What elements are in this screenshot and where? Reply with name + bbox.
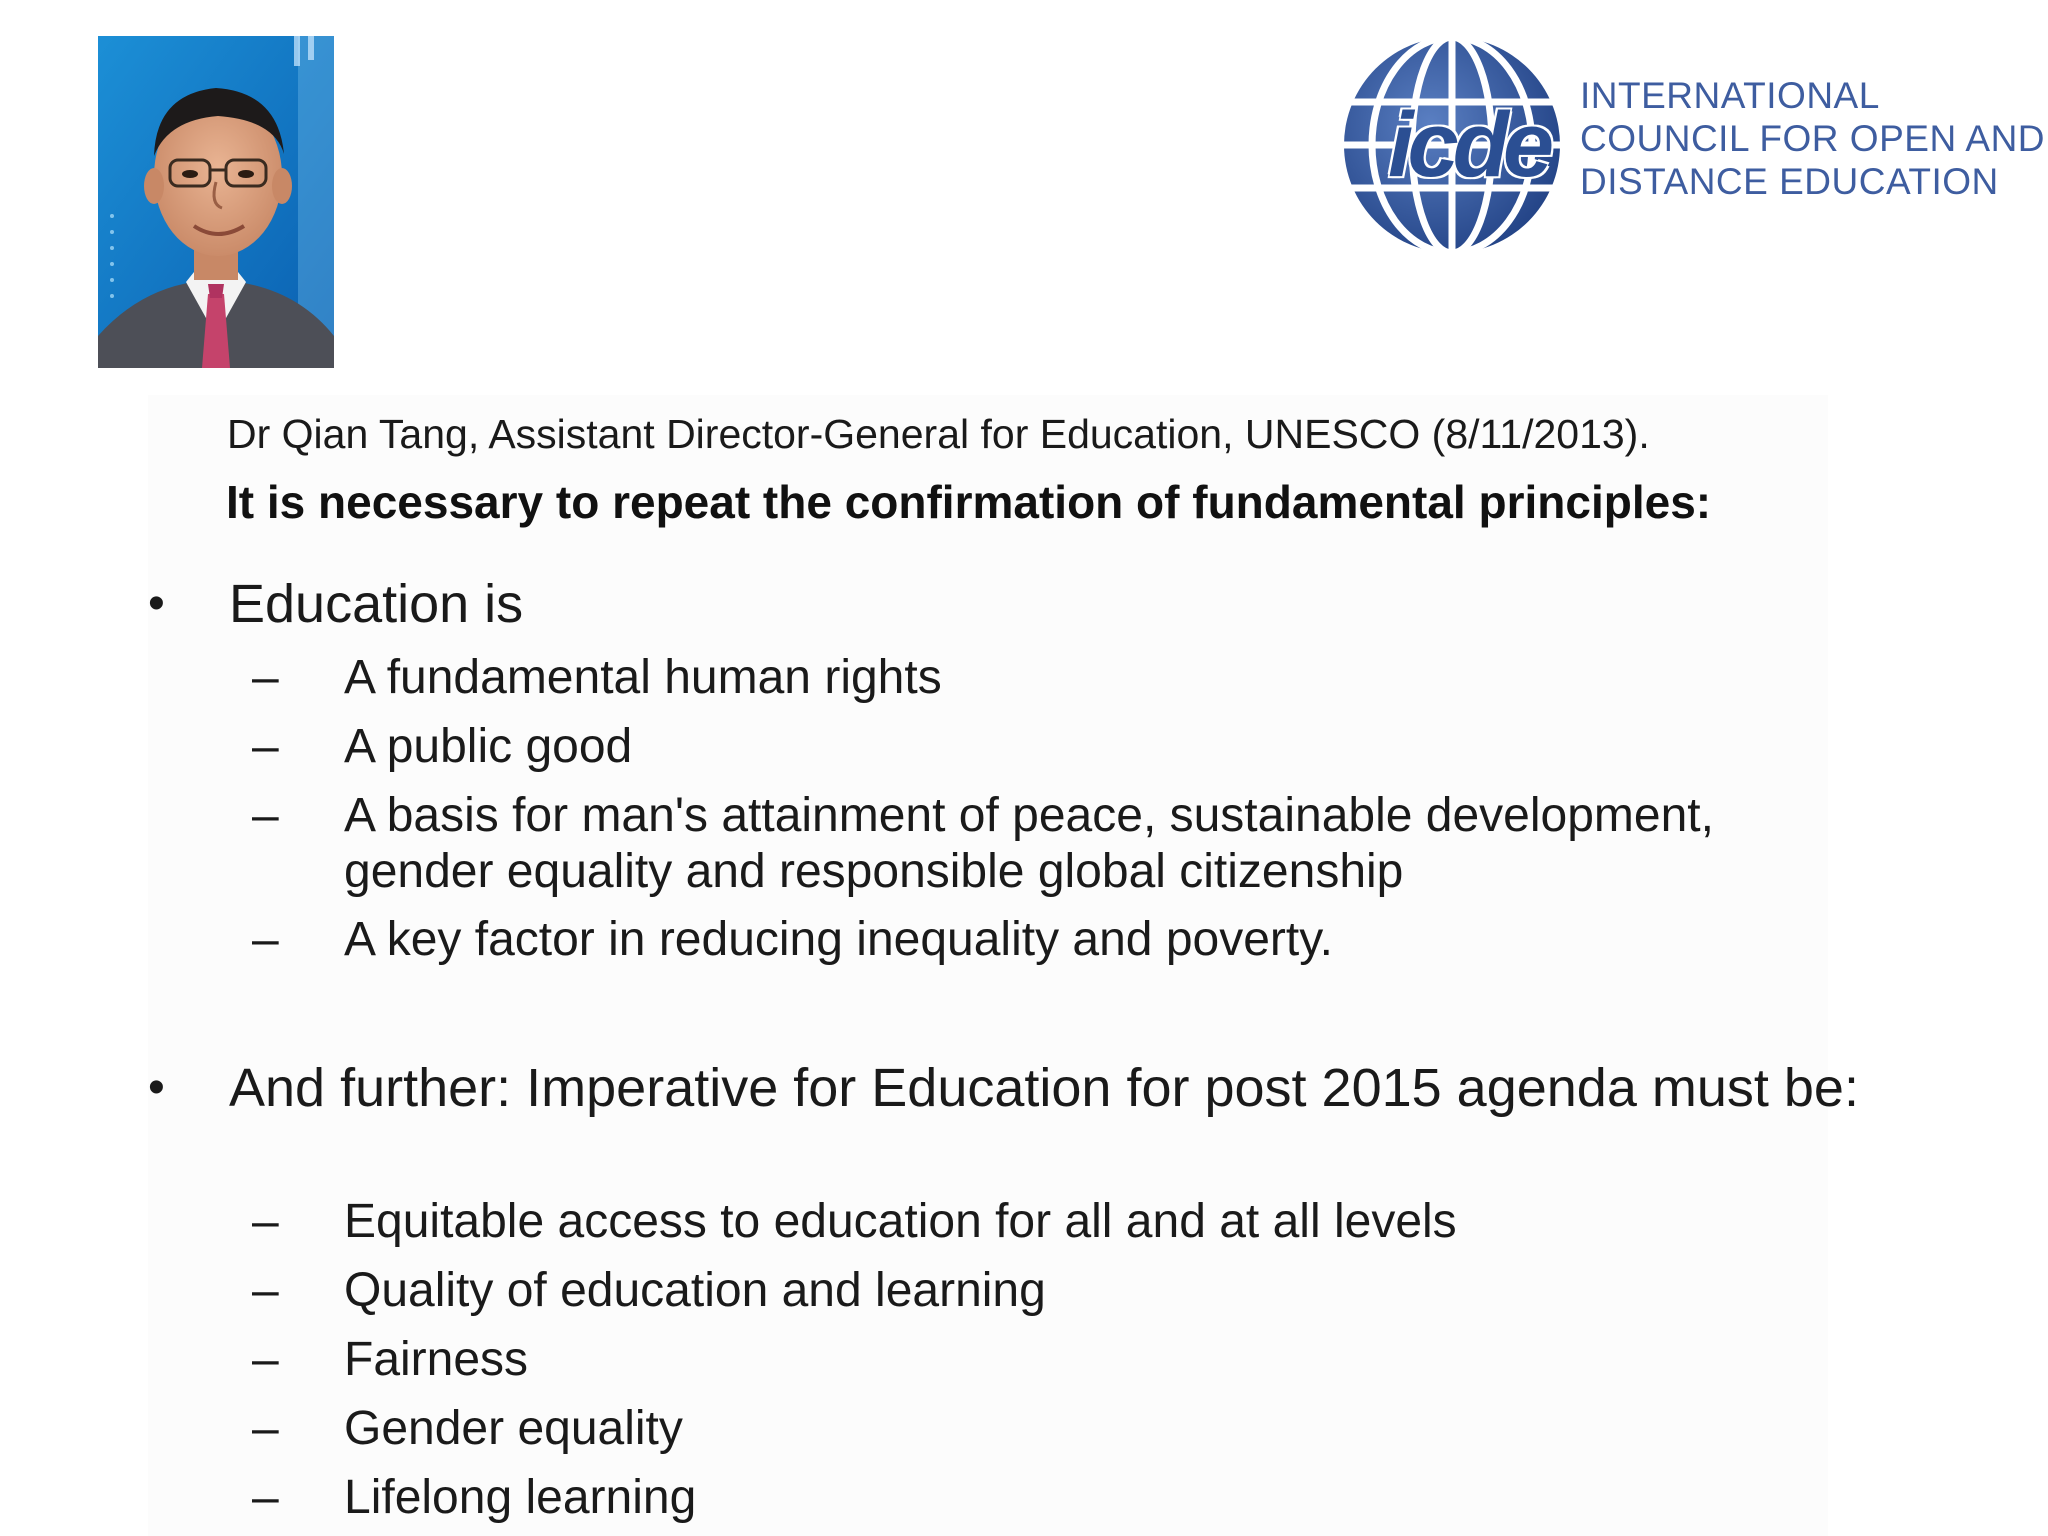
logo-mark: icde — [1387, 93, 1549, 196]
sub-text: Fairness — [344, 1333, 529, 1386]
sub-marker: – — [252, 651, 279, 704]
sub-marker: – — [252, 1195, 279, 1248]
logo-wordmark — [1580, 74, 2045, 203]
sub-text: Gender equality — [344, 1402, 683, 1455]
sub-text: A fundamental human rights — [344, 651, 942, 704]
logo-line-2: COUNCIL FOR OPEN AND — [1580, 118, 2046, 159]
sub-marker: – — [252, 1333, 279, 1386]
bullet-marker: • — [148, 577, 165, 630]
sub-marker: – — [252, 913, 279, 966]
bullet-marker: • — [148, 1061, 165, 1114]
bullet-text: And further: Imperative for Education for post 2015 agenda must be: — [229, 1058, 1859, 1118]
sub-text: A key factor in reducing inequality and poverty. — [344, 913, 1334, 966]
icde-logo — [1340, 32, 2046, 258]
sub-text: A public good — [344, 720, 633, 773]
sub-marker: – — [252, 1471, 279, 1524]
sub-text: Lifelong learning — [344, 1471, 697, 1524]
sub-marker: – — [252, 720, 279, 773]
sub-text: A basis for man's attainment of peace, sustainable development, gender equality and responsible global citizenship — [344, 789, 1714, 898]
speaker-credit: Dr Qian Tang, Assistant Director-General for Education, UNESCO (8/11/2013). — [227, 411, 1650, 457]
sub-text: Equitable access to education for all and at all levels — [344, 1195, 1457, 1248]
speaker-portrait — [98, 36, 334, 368]
logo-line-3: DISTANCE EDUCATION — [1580, 161, 1999, 202]
logo-line-1: INTERNATIONAL — [1580, 75, 1880, 116]
sub-marker: – — [252, 1264, 279, 1317]
bullet-text: Education is — [229, 574, 524, 634]
sub-marker: – — [252, 1402, 279, 1455]
sub-marker: – — [252, 789, 279, 842]
principle-heading: It is necessary to repeat the confirmation of fundamental principles: — [226, 476, 1712, 528]
sub-text: Quality of education and learning — [344, 1264, 1046, 1317]
